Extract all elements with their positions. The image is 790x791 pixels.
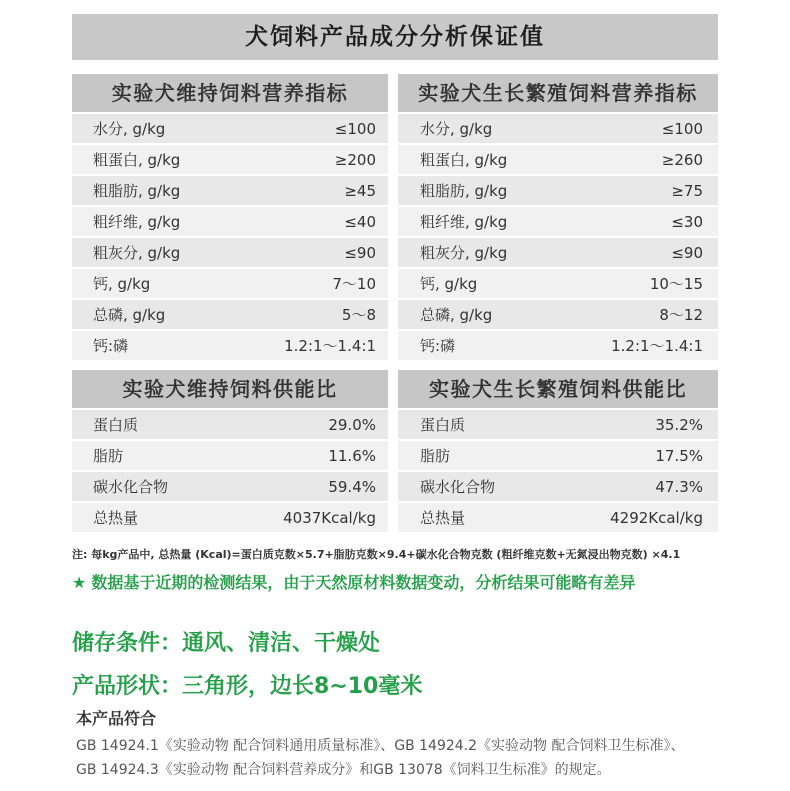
product-shape: 产品形状：三角形，边长8~10毫米	[72, 674, 423, 699]
row-label: 粗灰分, g/kg	[420, 244, 508, 262]
table-row	[72, 441, 388, 470]
row-value: 8～12	[659, 306, 703, 324]
row-value: ≤40	[344, 212, 376, 231]
row-value: 4292Kcal/kg	[610, 508, 703, 527]
row-label: 粗蛋白, g/kg	[93, 151, 181, 169]
row-value: 5～8	[341, 306, 376, 324]
table-header: 实验犬维持饲料营养指标	[72, 74, 388, 112]
row-label: 脂肪	[93, 447, 124, 465]
table-row	[398, 331, 718, 360]
table-row	[398, 441, 718, 470]
table-row	[72, 269, 388, 298]
row-label: 总热量	[420, 509, 466, 527]
row-label: 粗纤维, g/kg	[420, 213, 508, 231]
row-value: 29.0%	[328, 415, 376, 434]
row-value: 1.2:1～1.4:1	[611, 337, 703, 355]
row-label: 钙, g/kg	[420, 275, 478, 293]
maintenance-nutrition-table	[72, 74, 388, 362]
row-label: 碳水化合物	[93, 478, 169, 496]
row-label: 总热量	[93, 509, 139, 527]
maintenance-energy-table	[72, 370, 388, 534]
row-value: ≥75	[671, 181, 703, 200]
compliance-standards-line: GB 14924.3《实验动物 配合饲料营养成分》和GB 13078《饲料卫生标准》的规定。	[76, 762, 611, 778]
table-row	[398, 300, 718, 329]
row-value: 4037Kcal/kg	[283, 508, 376, 527]
table-row	[398, 269, 718, 298]
row-label: 水分, g/kg	[93, 120, 166, 138]
data-disclaimer	[72, 570, 635, 593]
compliance-standards-line: GB 14924.1《实验动物 配合饲料通用质量标准》、GB 14924.2《实验动物 配合饲料卫生标准》、	[76, 738, 685, 754]
calorie-formula-note: 注: 每kg产品中, 总热量 (Kcal)=蛋白质克数×5.7+脂肪克数×9.4+碳水化合物克数 (粗纤维克数+无氮浸出物克数) ×4.1	[72, 548, 681, 561]
table-row	[72, 503, 388, 532]
row-label: 粗脂肪, g/kg	[420, 182, 508, 200]
table-row	[398, 238, 718, 267]
row-label: 钙, g/kg	[93, 275, 151, 293]
table-body	[398, 410, 718, 532]
row-value: ≥45	[344, 181, 376, 200]
row-value: ≥200	[334, 150, 376, 169]
row-label: 钙:磷	[420, 337, 456, 355]
table-row	[72, 331, 388, 360]
page-title: 犬饲料产品成分分析保证值	[72, 14, 718, 60]
row-value: 7～10	[332, 275, 376, 293]
table-header: 实验犬生长繁殖饲料供能比	[398, 370, 718, 408]
row-value: 35.2%	[655, 415, 703, 434]
table-row	[398, 176, 718, 205]
row-value: 47.3%	[655, 477, 703, 496]
star-icon	[72, 573, 91, 592]
row-label: 粗纤维, g/kg	[93, 213, 181, 231]
growth-breeding-energy-table	[398, 370, 718, 534]
row-value: ≥260	[661, 150, 703, 169]
disclaimer-text: 数据基于近期的检测结果，由于天然原材料数据变动，分析结果可能略有差异	[91, 573, 636, 592]
table-row	[72, 114, 388, 143]
row-value: ≤90	[344, 243, 376, 262]
table-row	[398, 207, 718, 236]
row-label: 总磷, g/kg	[93, 306, 166, 324]
row-label: 蛋白质	[420, 416, 466, 434]
row-label: 水分, g/kg	[420, 120, 493, 138]
table-row	[398, 472, 718, 501]
row-value: 11.6%	[328, 446, 376, 465]
table-row	[398, 114, 718, 143]
row-value: ≤90	[671, 243, 703, 262]
table-row	[72, 176, 388, 205]
table-row	[72, 300, 388, 329]
row-label: 钙:磷	[93, 337, 129, 355]
storage-conditions: 储存条件：通风、清洁、干燥处	[72, 631, 381, 656]
row-value: ≤100	[661, 119, 703, 138]
table-header: 实验犬维持饲料供能比	[72, 370, 388, 408]
table-body	[398, 114, 718, 360]
row-value: ≤30	[671, 212, 703, 231]
row-label: 粗灰分, g/kg	[93, 244, 181, 262]
row-label: 总磷, g/kg	[420, 306, 493, 324]
table-row	[72, 472, 388, 501]
table-header: 实验犬生长繁殖饲料营养指标	[398, 74, 718, 112]
row-value: 1.2:1～1.4:1	[284, 337, 376, 355]
table-row	[398, 410, 718, 439]
table-row	[398, 145, 718, 174]
table-body	[72, 114, 388, 360]
compliance-heading: 本产品符合	[76, 709, 157, 728]
row-label: 碳水化合物	[420, 478, 496, 496]
table-row	[72, 207, 388, 236]
table-row	[72, 145, 388, 174]
row-value: ≤100	[334, 119, 376, 138]
row-label: 粗脂肪, g/kg	[93, 182, 181, 200]
table-body	[72, 410, 388, 532]
table-row	[72, 238, 388, 267]
row-value: 59.4%	[328, 477, 376, 496]
row-value: 17.5%	[655, 446, 703, 465]
table-row	[72, 410, 388, 439]
growth-breeding-nutrition-table	[398, 74, 718, 362]
row-label: 粗蛋白, g/kg	[420, 151, 508, 169]
row-value: 10～15	[649, 275, 703, 293]
table-row	[398, 503, 718, 532]
row-label: 蛋白质	[93, 416, 139, 434]
row-label: 脂肪	[420, 447, 451, 465]
